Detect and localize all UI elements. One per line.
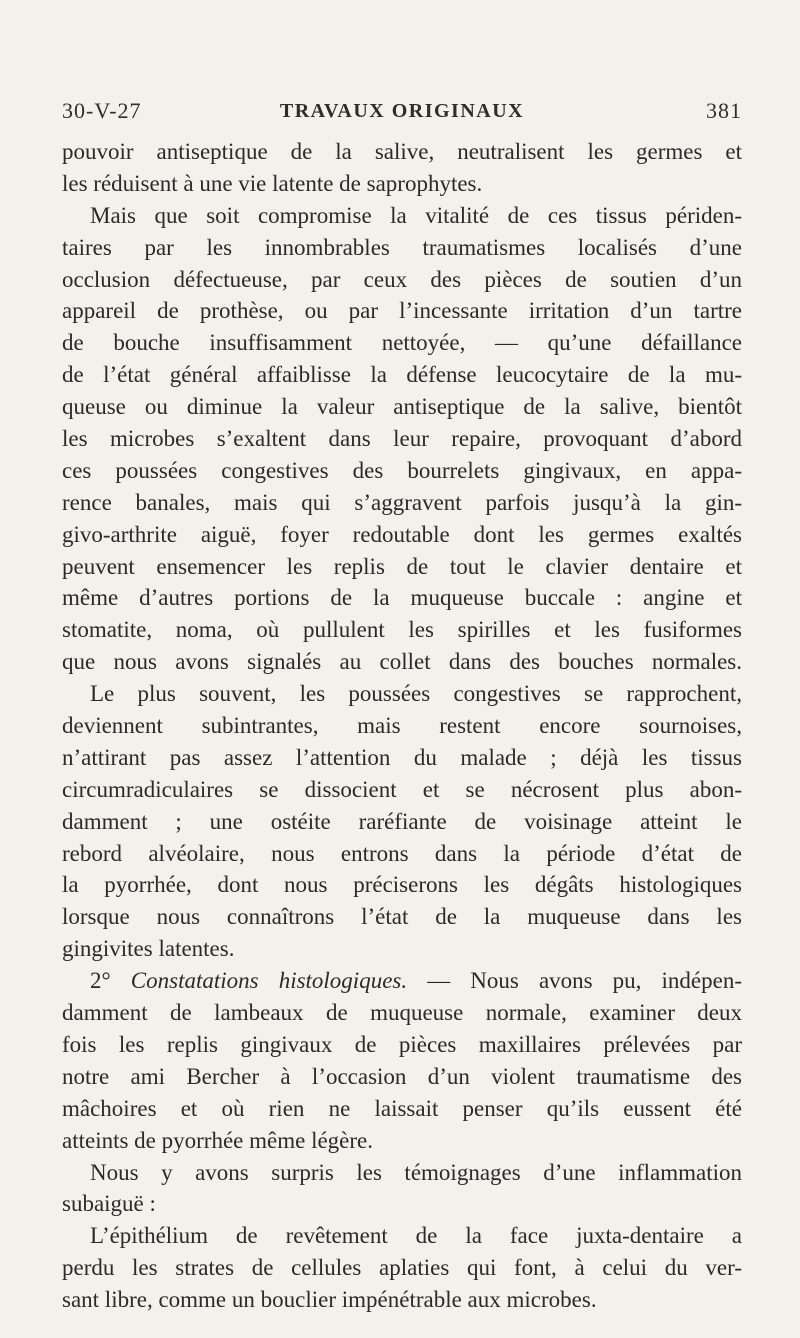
text-line: taires par les innombrables traumatismes localisés d’une <box>62 234 742 260</box>
text-line: gingivites latentes. <box>62 936 235 962</box>
text-line: stomatite, noma, où pullulent les spirilles et les fusiformes <box>62 617 742 643</box>
text-line-heading <box>62 965 742 997</box>
section-heading: Constatations histologiques. <box>130 968 408 994</box>
text-line: les réduisent à une vie latente de saprophytes. <box>62 170 483 196</box>
text-line: lorsque nous connaîtrons l’état de la muqueuse dans les <box>62 904 742 930</box>
text-line: n’attirant pas assez l’attention du malade ; déjà les tissus <box>62 744 742 770</box>
text-line: notre ami Bercher à l’occasion d’un violent traumatisme des <box>62 1063 742 1089</box>
issue-date: 30-V-27 <box>62 98 142 123</box>
text-line: queuse ou diminue la valeur antiseptique de la salive, bientôt <box>62 394 742 420</box>
page-number: 381 <box>706 98 742 123</box>
text-line: pouvoir antiseptique de la salive, neutralisent les germes et <box>62 139 742 164</box>
text-line: fois les replis gingivaux de pièces maxillaires prélevées par <box>62 1031 742 1057</box>
section-title: TRAVAUX ORIGINAUX <box>279 100 525 122</box>
text-line: subaiguë : <box>62 1191 156 1217</box>
text-line: de l’état général affaiblisse la défense leucocytaire de la mu- <box>62 362 742 388</box>
text-line: givo-arthrite aiguë, foyer redoutable dont les germes exaltés <box>62 521 742 547</box>
text-line: sant libre, comme un bouclier impénétrable aux microbes. <box>62 1287 597 1313</box>
text-line: rence banales, mais qui s’aggravent parfois jusqu’à la gin- <box>62 489 742 515</box>
text-line: même d’autres portions de la muqueuse buccale : angine et <box>62 585 742 611</box>
text-line: Nous y avons surpris les témoignages d’une inflammation <box>90 1159 742 1185</box>
heading-continuation: — Nous avons pu, indépen- <box>407 968 742 994</box>
text-line: peuvent ensemencer les replis de tout le clavier dentaire et <box>62 553 742 579</box>
body-text <box>62 136 742 1316</box>
running-head <box>62 96 742 130</box>
text-line: atteints de pyorrhée même légère. <box>62 1127 373 1153</box>
text-line: deviennent subintrantes, mais restent encore sournoises, <box>62 713 742 739</box>
text-line: mâchoires et où rien ne laissait penser qu’ils eussent été <box>62 1095 742 1121</box>
text-line: damment de lambeaux de muqueuse normale, examiner deux <box>62 1000 742 1026</box>
section-number: 2° <box>90 968 131 994</box>
text-line: Mais que soit compromise la vitalité de ces tissus périden- <box>90 202 742 228</box>
text-line: circumradiculaires se dissocient et se nécrosent plus abon- <box>62 776 742 802</box>
text-line: rebord alvéolaire, nous entrons dans la période d’état de <box>62 840 742 866</box>
text-line: les microbes s’exaltent dans leur repaire, provoquant d’abord <box>62 426 742 452</box>
text-line: de bouche insuffisamment nettoyée, — qu’une défaillance <box>62 330 742 356</box>
text-line: occlusion défectueuse, par ceux des pièces de soutien d’un <box>62 266 742 292</box>
text-line: appareil de prothèse, ou par l’incessante irritation d’un tartre <box>62 298 742 324</box>
text-line: perdu les strates de cellules aplaties qui font, à celui du ver- <box>62 1255 742 1281</box>
text-line: la pyorrhée, dont nous préciserons les dégâts histologiques <box>62 872 742 898</box>
text-line: Le plus souvent, les poussées congestives se rapprochent, <box>90 681 742 707</box>
text-line: damment ; une ostéite raréfiante de voisinage atteint le <box>62 808 742 834</box>
text-line: L’épithélium de revêtement de la face juxta-dentaire a <box>90 1223 742 1249</box>
text-line: que nous avons signalés au collet dans des bouches normales. <box>62 649 742 675</box>
text-line: ces poussées congestives des bourrelets gingivaux, en appa- <box>62 457 742 483</box>
